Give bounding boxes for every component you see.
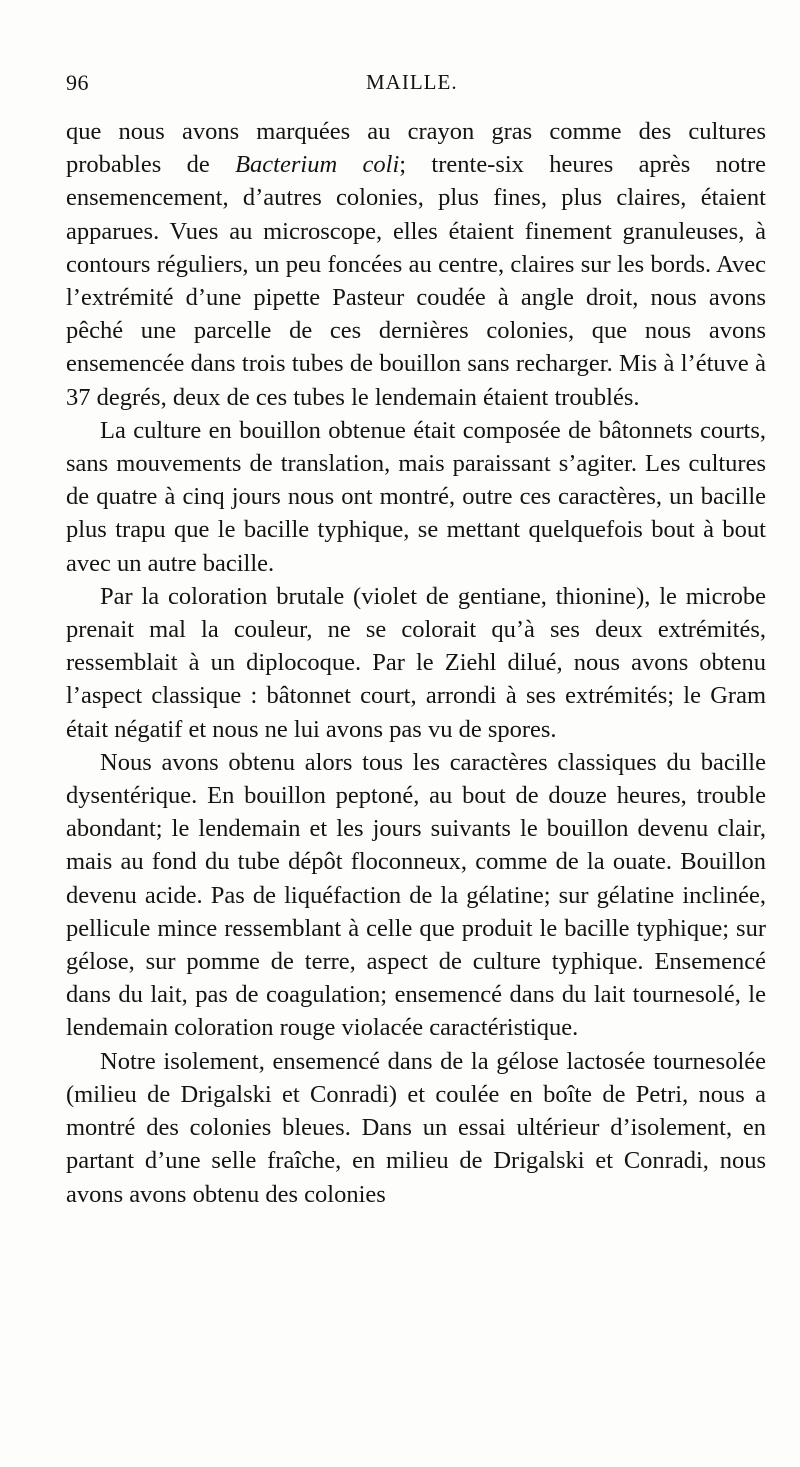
paragraph-1-start: que nous avons marquées au crayon gras comme des cultures probables de [66, 118, 766, 179]
paragraph-4: Nous avons obtenu alors tous les caractères classiques du bacille dysentérique. En bouillon peptoné, au bout de douze heures, trouble abondant; le lendemain et les jours suivants le bouillon devenu clair, mais au fond du tube dépôt floconneux, comme de la ouate. Bouillon devenu acide. Pas de liquéfaction de la gélatine; sur gélatine inclinée, pellicule mince ressemblant à celle que produit le bacille typhique; sur gélose, sur pomme de terre, aspect de culture typhique. Ensemencé dans du lait, pas de coagulation; ensemencé dans du lait tournesolé, le lendemain coloration rouge violacée caractéristique. [66, 748, 766, 1042]
page-number: 96 [66, 70, 89, 95]
running-head: MAILLE. [366, 70, 458, 94]
paragraph-1 [66, 115, 766, 414]
paragraph-1-end: ; trente-six heures après notre ensemencement, d’autres colonies, plus fines, plus claires, étaient apparues. Vues au microscope, elles étaient finement granuleuses, à contours réguliers, un peu foncées au centre, claires sur les bords. Avec l’extrémité d’une pipette Pasteur coudée à angle droit, nous avons pêché une parcelle de ces dernières colonies, que nous avons ensemencée dans trois tubes de bouillon sans recharger. Mis à l’étuve à 37 degrés, deux de ces tubes le lendemain étaient troublés. [66, 151, 766, 411]
body-text [66, 115, 766, 1211]
paragraph-3: Par la coloration brutale (violet de gentiane, thionine), le microbe prenait mal la couleur, ne se colorait qu’à ses deux extrémités, ressemblait à un diplocoque. Par le Ziehl dilué, nous avons obtenu l’aspect classique : bâtonnet court, arrondi à ses extrémités; le Gram était négatif et nous ne lui avons pas vu de spores. [66, 582, 766, 743]
page-header [66, 70, 766, 104]
paragraph-2: La culture en bouillon obtenue était composée de bâtonnets courts, sans mouvements de translation, mais paraissant s’agiter. Les cultures de quatre à cinq jours nous ont montré, outre ces caractères, un bacille plus trapu que le bacille typhique, se mettant quelquefois bout à bout avec un autre bacille. [66, 416, 766, 577]
italic-term: Bacterium coli [235, 151, 400, 179]
paragraph-5: Notre isolement, ensemencé dans de la gélose lactosée tournesolée (milieu de Drigalski et Conradi) et coulée en boîte de Petri, nous a montré des colonies bleues. Dans un essai ultérieur d’isolement, en partant d’une selle fraîche, en milieu de Drigalski et Conradi, nous avons avons obtenu des colonies [66, 1047, 766, 1208]
